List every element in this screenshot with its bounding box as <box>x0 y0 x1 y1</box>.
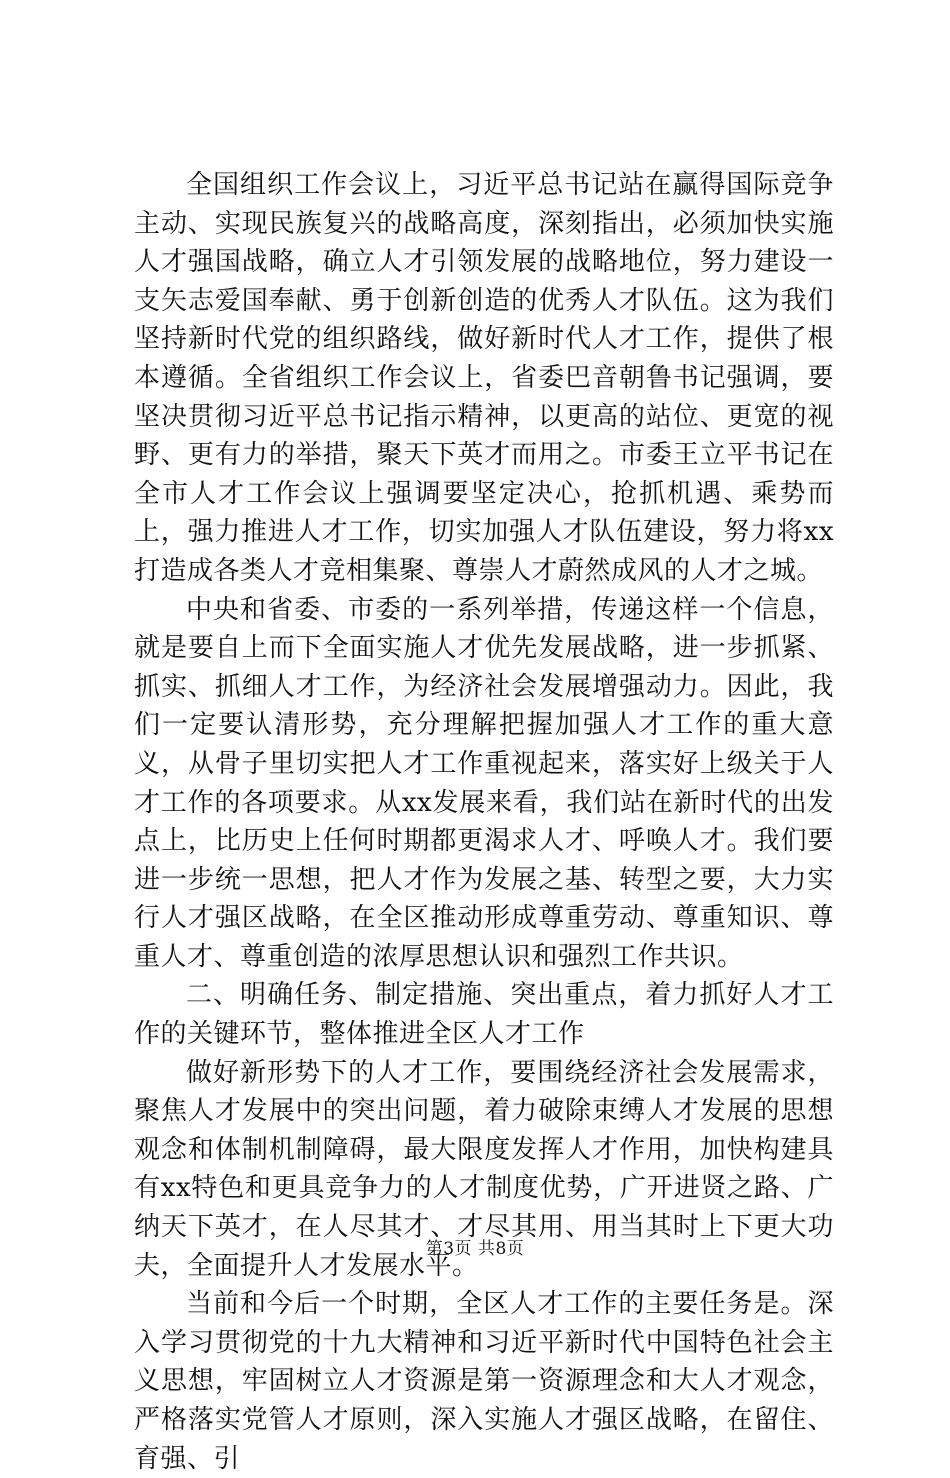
paragraph-national-conference: 全国组织工作会议上，习近平总书记站在赢得国际竞争主动、实现民族复兴的战略高度，深刻指出，必须加快实施人才强国战略，确立人才引领发展的战略地位，努力建设一支矢志爱国奉献、勇于创新创造的优秀人才队伍。这为我们坚持新时代党的组织路线，做好新时代人才工作，提供了根本遵循。全省组织工作会议上，省委巴音朝鲁书记强调，要坚决贯彻习近平总书记指示精神，以更高的站位、更宽的视野、更有力的举措，聚天下英才而用之。市委王立平书记在全市人才工作会议上强调要坚定决心，抢抓机遇、乘势而上，强力推进人才工作，切实加强人才队伍建设，努力将xx打造成各类人才竞相集聚、尊崇人才蔚然成风的人才之城。 <box>134 170 834 586</box>
section-heading-tasks: 二、明确任务、制定措施、突出重点，着力抓好人才工作的关键环节，整体推进全区人才工作 <box>134 980 834 1050</box>
paragraph-new-situation: 做好新形势下的人才工作，要围绕经济社会发展需求，聚焦人才发展中的突出问题，着力破除束缚人才发展的思想观念和体制机制障碍，最大限度发挥人才作用，加快构建具有xx特色和更具竞争力的人才制度优势，广开进贤之路、广纳天下英才，在人尽其才、才尽其用、用当其时上下更大功夫，全面提升人才发展水平。 <box>134 1057 834 1281</box>
paragraph-central-measures: 中央和省委、市委的一系列举措，传递这样一个信息，就是要自上而下全面实施人才优先发展战略，进一步抓紧、抓实、抓细人才工作，为经济社会发展增强动力。因此，我们一定要认清形势，充分理解把握加强人才工作的重大意义，从骨子里切实把人才工作重视起来，落实好上级关于人才工作的各项要求。从xx发展来看，我们站在新时代的出发点上，比历史上任何时期都更渴求人才、呼唤人才。我们要进一步统一思想，把人才作为发展之基、转型之要，大力实行人才强区战略，在全区推动形成尊重劳动、尊重知识、尊重人才、尊重创造的浓厚思想认识和强烈工作共识。 <box>134 594 834 972</box>
page-number-footer: 第3页 共8页 <box>425 1239 525 1259</box>
paragraph-main-tasks: 当前和今后一个时期，全区人才工作的主要任务是。深入学习贯彻党的十九大精神和习近平新时代中国特色社会主义思想，牢固树立人才资源是第一资源理念和大人才观念，严格落实党管人才原则，深入实施人才强区战略，在留住、育强、引 <box>134 1289 834 1474</box>
document-body <box>134 166 834 1478</box>
